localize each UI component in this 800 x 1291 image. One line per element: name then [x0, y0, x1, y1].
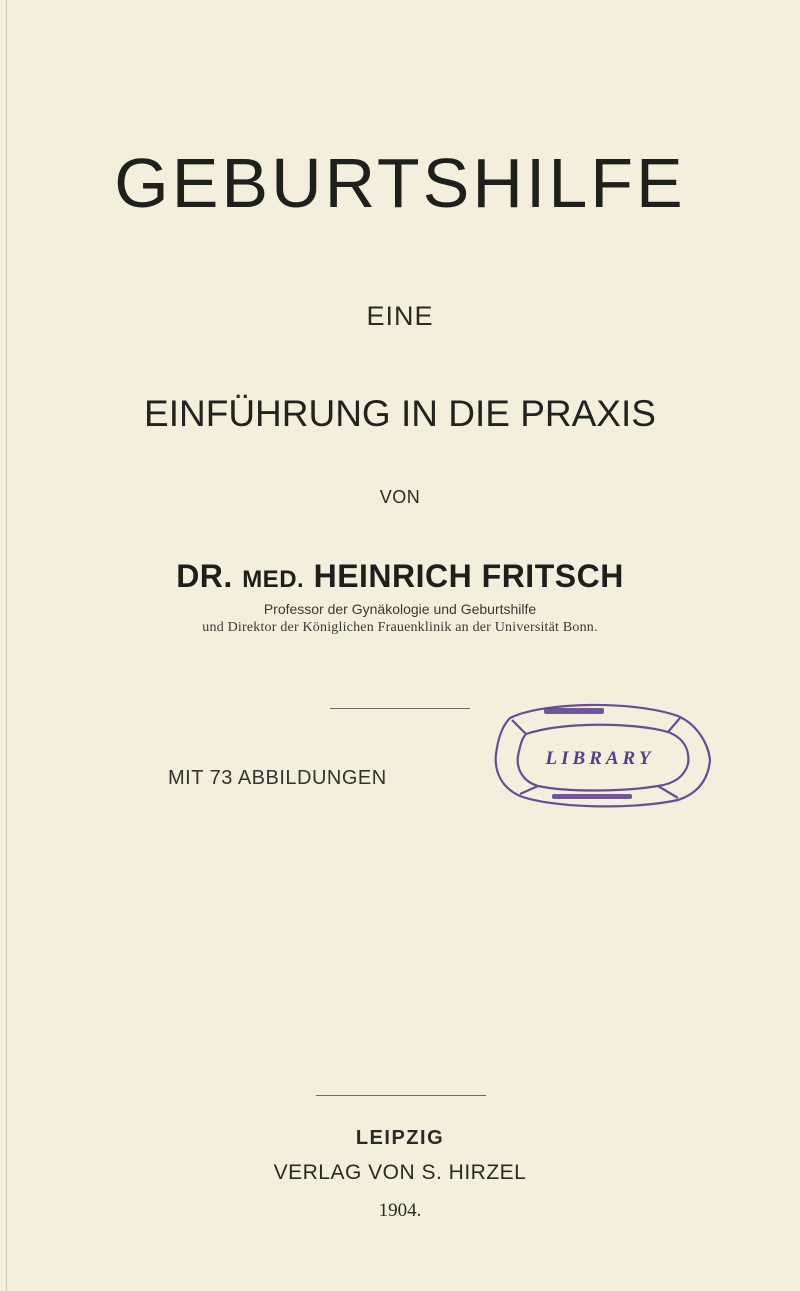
author-prefix-dr: DR. — [176, 558, 233, 594]
author-prefix-med: MED. — [242, 566, 305, 593]
imprint-year: 1904. — [378, 1200, 422, 1221]
book-title: GEBURTSHILFE — [114, 144, 686, 222]
by-label: VON — [379, 487, 421, 507]
library-stamp — [482, 698, 714, 808]
divider-lower — [316, 1095, 486, 1096]
imprint-city: LEIPZIG — [355, 1127, 445, 1149]
subtitle-line-2: EINFÜHRUNG IN DIE PRAXIS — [144, 393, 656, 434]
author-line — [0, 560, 800, 592]
affiliation-line-2: und Direktor der Königlichen Frauenklinik an der Universität Bonn. — [202, 620, 598, 635]
imprint-publisher: VERLAG VON S. HIRZEL — [273, 1161, 527, 1184]
illustrations-note: MIT 73 ABBILDUNGEN — [168, 767, 387, 789]
divider-upper — [330, 708, 470, 709]
affiliation-line-1: Professor der Gynäkologie und Geburtshilfe — [263, 601, 537, 617]
subtitle-line-1: EINE — [366, 301, 434, 331]
stamp-text: LIBRARY — [545, 748, 655, 769]
author-name: HEINRICH FRITSCH — [313, 558, 624, 594]
